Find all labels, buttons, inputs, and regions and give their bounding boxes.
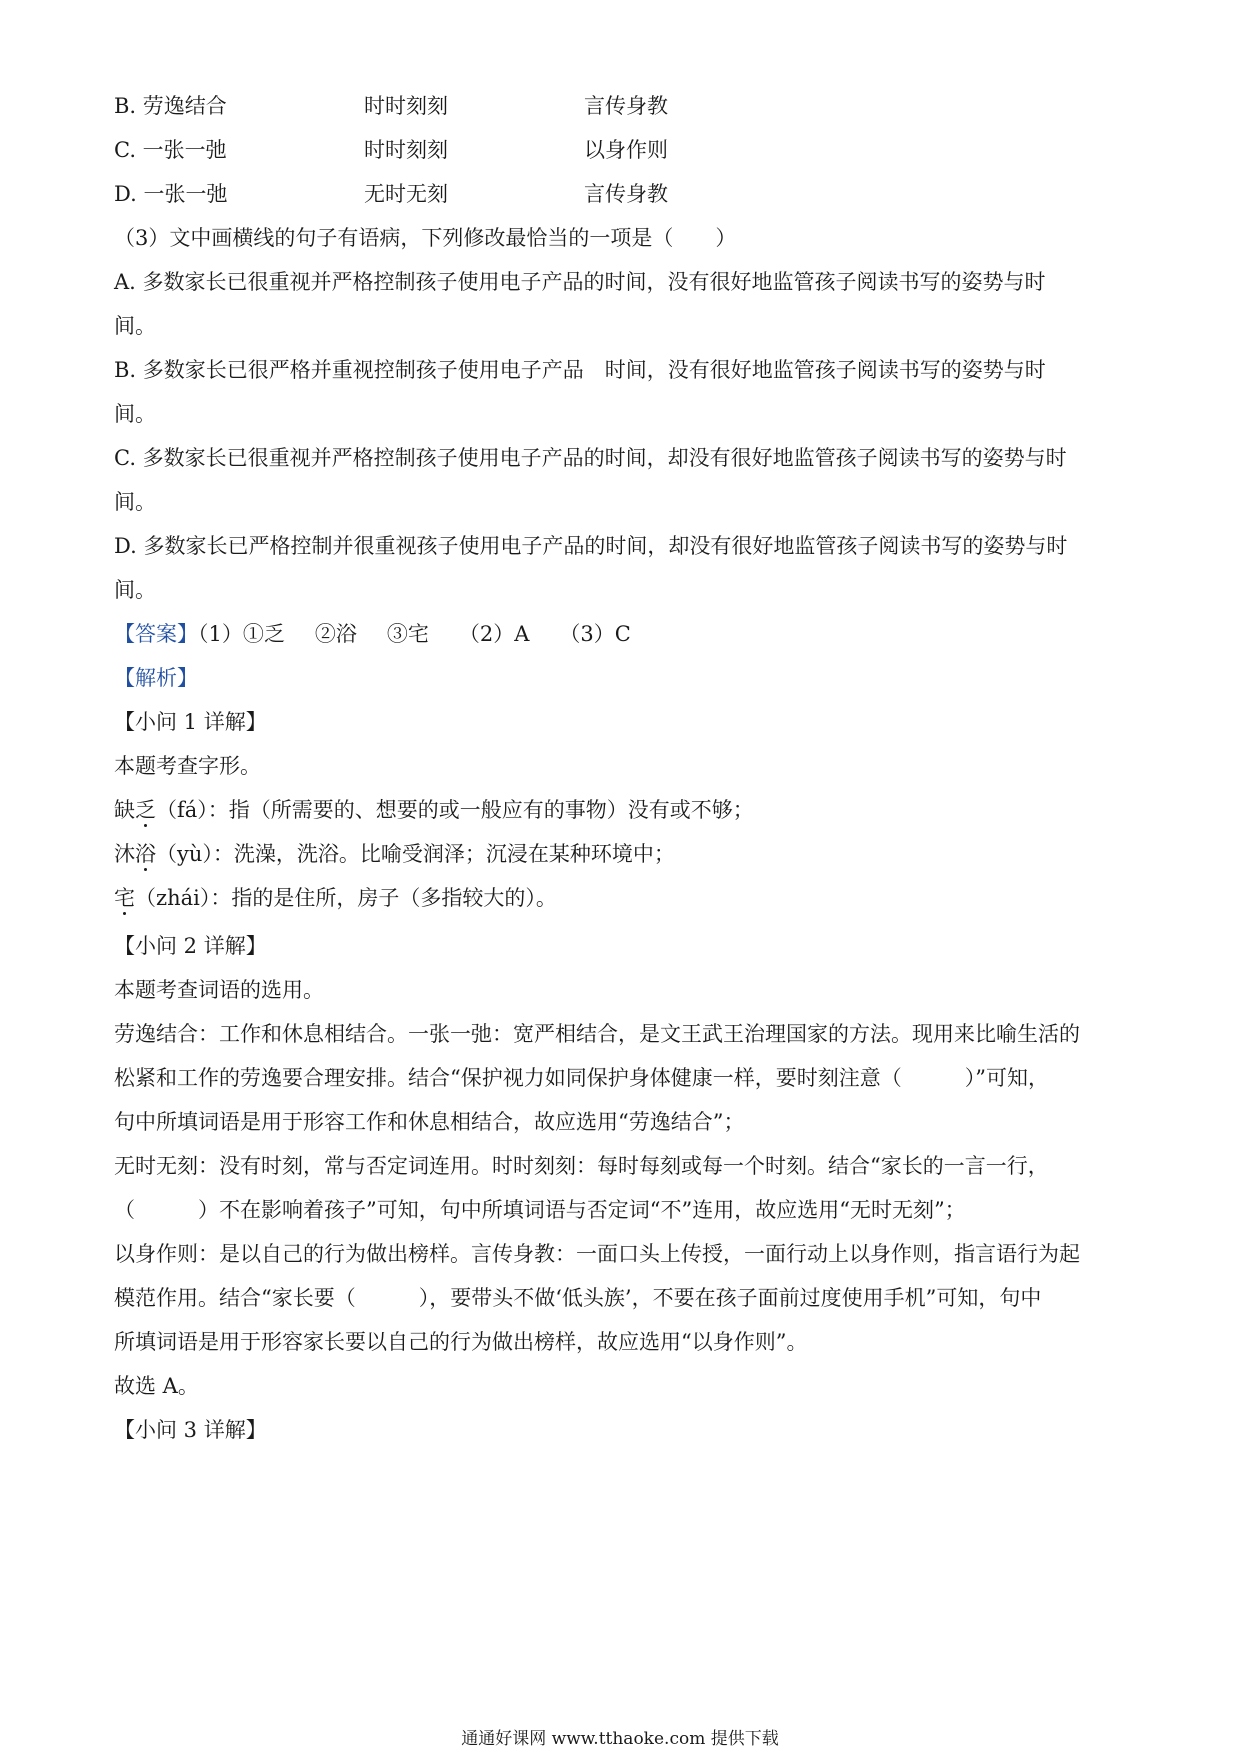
paragraph-line: 所填词语是用于形容家长要以自己的行为做出榜样，故应选用“以身作则”。 [114, 1330, 808, 1354]
option-c-row [114, 135, 1124, 165]
paragraph-line: 以身作则：是以自己的行为做出榜样。言传身教：一面口头上传授，一面行动上以身作则，指言语行为起 [114, 1242, 1080, 1266]
option-word-3: 言传身教 [584, 182, 668, 206]
q3-option-b-line2: 间。 [114, 402, 156, 426]
question-3-stem: （3）文中画横线的句子有语病，下列修改最恰当的一项是（ ） [114, 226, 737, 250]
q3-option-d-line1: D. 多数家长已严格控制并很重视孩子使用电子产品的时间，却没有很好地监管孩子阅读书写的姿势与时 [114, 534, 1068, 558]
q3-option-a-line1: A. 多数家长已很重视并严格控制孩子使用电子产品的时间，没有很好地监管孩子阅读书写的姿势与时 [114, 270, 1046, 294]
conclusion: 故选 A。 [114, 1374, 199, 1398]
q3-option-a-line2: 间。 [114, 314, 156, 338]
answer-part: ②浴 [314, 622, 357, 646]
answer-label: 【答案】 [114, 622, 198, 646]
option-word-1: B. 劳逸结合 [114, 94, 227, 118]
paragraph-line: 句中所填词语是用于形容工作和休息相结合，故应选用“劳逸结合”； [114, 1110, 745, 1134]
section-1-title: 【小问 1 详解】 [114, 710, 267, 734]
emphasized-char: 乏 [135, 798, 156, 822]
paragraph-line: 劳逸结合：工作和休息相结合。一张一弛：宽严相结合，是文王武王治理国家的方法。现用来比喻生活的 [114, 1022, 1080, 1046]
paragraph-line: （ ）不在影响着孩子”可知，句中所填词语与否定词“不”连用，故应选用“无时无刻”； [114, 1198, 966, 1222]
option-b-row [114, 91, 1124, 121]
option-word-3: 言传身教 [584, 94, 668, 118]
q3-option-b-line1: B. 多数家长已很严格并重视控制孩子使用电子产品 时间，没有很好地监管孩子阅读书写的姿势与时 [114, 358, 1046, 382]
paragraph-line: 松紧和工作的劳逸要合理安排。结合“保护视力如同保护身体健康一样，要时刻注意（ ）”可知， [114, 1066, 1049, 1090]
answer-row [114, 619, 1124, 649]
emphasized-char: 宅 [114, 886, 135, 910]
section-2-title: 【小问 2 详解】 [114, 934, 267, 958]
answer-part: （2）A [458, 622, 530, 646]
paragraph-line: 模范作用。结合“家长要（ ），要带头不做‘低头族’，不要在孩子面前过度使用手机”可知，句中 [114, 1286, 1042, 1310]
definition-yu [114, 839, 1124, 869]
option-word-2: 时时刻刻 [364, 138, 448, 162]
answer-part: ③宅 [386, 622, 429, 646]
definition-char: 沐 [114, 842, 135, 866]
definition-char: 缺 [114, 798, 135, 822]
option-word-3: 以身作则 [584, 138, 668, 162]
paragraph-line: 无时无刻：没有时刻，常与否定词连用。时时刻刻：每时每刻或每一个时刻。结合“家长的一言一行， [114, 1154, 1049, 1178]
option-d-row [114, 179, 1124, 209]
q3-option-d-line2: 间。 [114, 578, 156, 602]
option-word-2: 无时无刻 [364, 182, 448, 206]
section-3-title: 【小问 3 详解】 [114, 1418, 267, 1442]
definition-zhai [114, 883, 1124, 913]
analysis-label: 【解析】 [114, 666, 198, 690]
q3-option-c-line1: C. 多数家长已很重视并严格控制孩子使用电子产品的时间，却没有很好地监管孩子阅读书写的姿势与时 [114, 446, 1067, 470]
definition-text: （fá）：指（所需要的、想要的或一般应有的事物）没有或不够； [156, 798, 754, 822]
section-2-intro: 本题考查词语的选用。 [114, 978, 324, 1002]
footer-text: 通通好课网 www.tthaoke.com 提供下载 [461, 1729, 779, 1749]
definition-text: （zhái）：指的是住所，房子（多指较大的）。 [135, 886, 557, 910]
answer-part: （1）①乏 [198, 622, 285, 646]
section-1-intro: 本题考查字形。 [114, 754, 261, 778]
q3-option-c-line2: 间。 [114, 490, 156, 514]
option-word-2: 时时刻刻 [364, 94, 448, 118]
option-word-1: D. 一张一弛 [114, 182, 228, 206]
answer-part: （3）C [559, 622, 631, 646]
emphasized-char: 浴 [135, 842, 156, 866]
definition-text: （yù）：洗澡，洗浴。比喻受润泽；沉浸在某种环境中； [156, 842, 675, 866]
option-word-1: C. 一张一弛 [114, 138, 227, 162]
definition-fa [114, 795, 1124, 825]
